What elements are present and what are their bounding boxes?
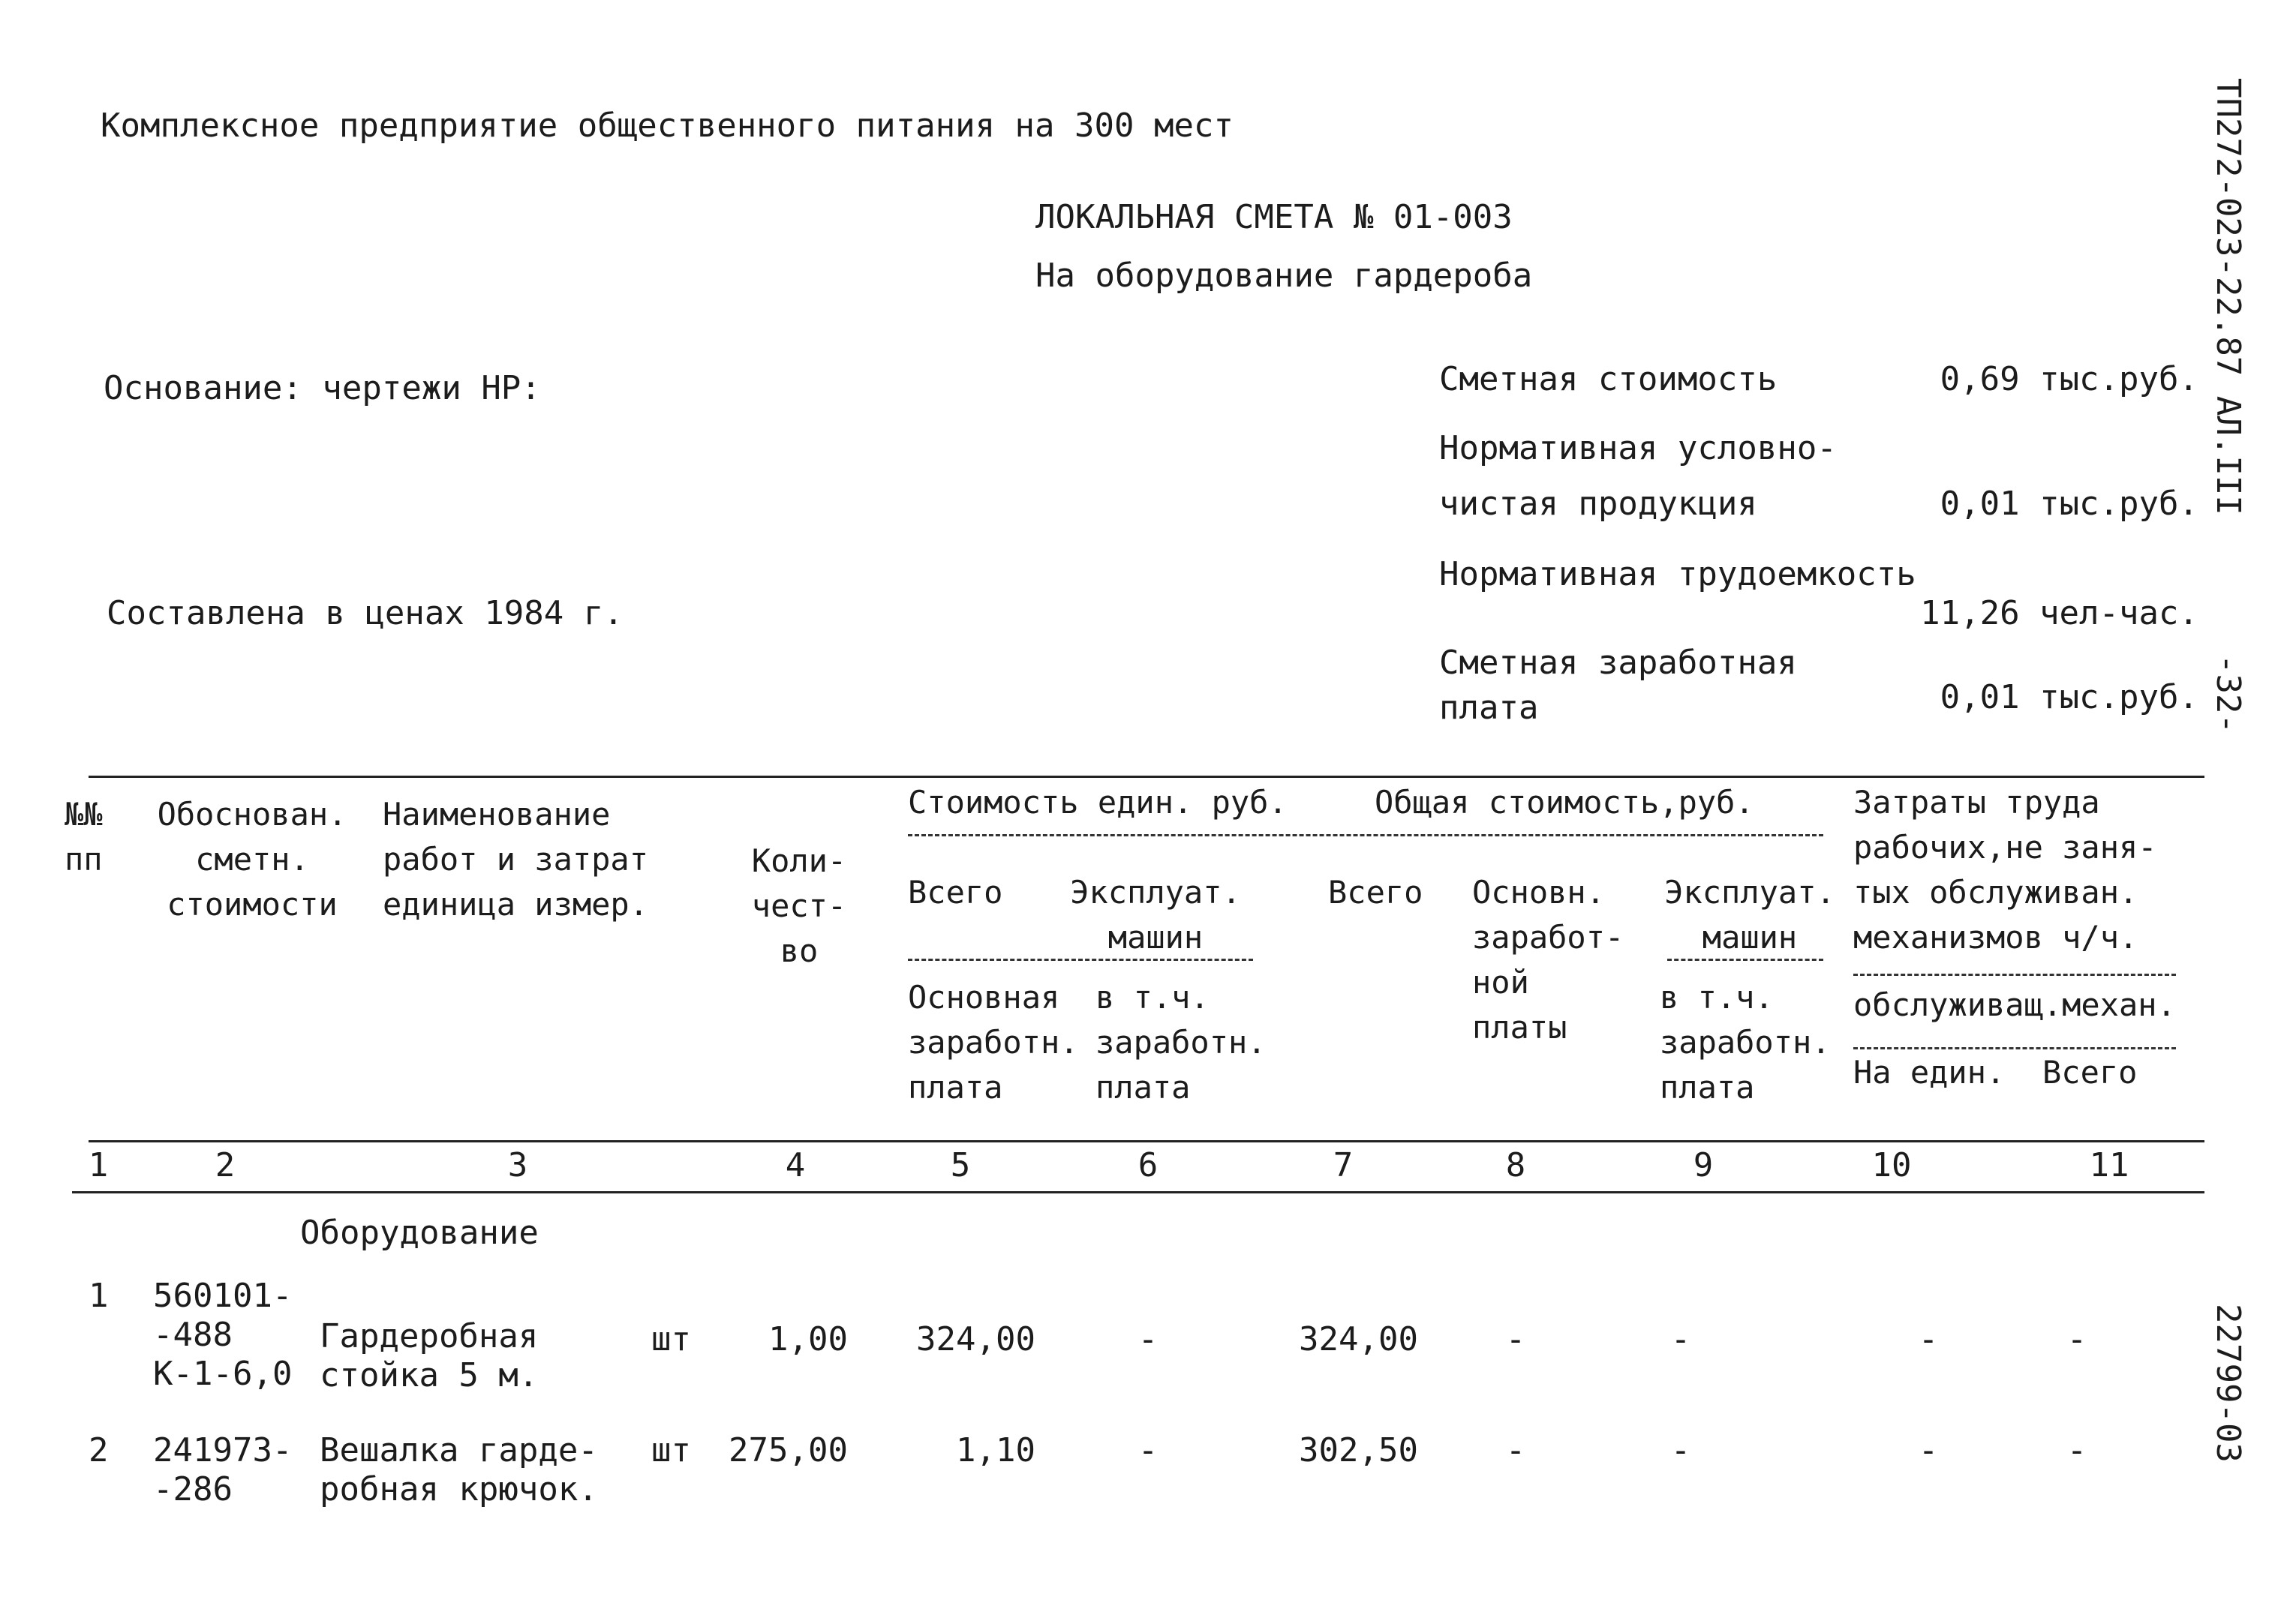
enterprise-name: Комплексное предприятие общественного питания на 300 мест bbox=[101, 107, 1234, 145]
labor-label: Нормативная трудоемкость bbox=[1439, 555, 1916, 593]
row-qty: 275,00 bbox=[729, 1431, 848, 1469]
col-header-name: Наименование работ и затрат единица измер. bbox=[383, 796, 649, 923]
row-machines: - bbox=[1137, 1320, 1159, 1358]
net-value: 0,01 тыс.руб. bbox=[1940, 485, 2198, 523]
total-cost-group-header: Общая стоимость,руб. bbox=[1375, 784, 1754, 821]
document-title: ЛОКАЛЬНАЯ СМЕТА № 01-003 bbox=[1035, 198, 1513, 236]
labor-group-header: Затраты труда рабочих,не заня- тых обслуживан. механизмов ч/ч. bbox=[1853, 784, 2157, 956]
col-header-total-machines: Эксплуат. машин bbox=[1664, 874, 1835, 956]
column-number: 4 bbox=[785, 1146, 806, 1184]
row-num: 1 bbox=[89, 1277, 109, 1315]
net-label-1: Нормативная условно- bbox=[1439, 429, 1837, 467]
row-num: 2 bbox=[89, 1431, 109, 1469]
row-unit-cost: 324,00 bbox=[916, 1320, 1035, 1358]
column-number: 1 bbox=[88, 1146, 109, 1184]
row-unit-cost: 1,10 bbox=[956, 1431, 1035, 1469]
column-number: 11 bbox=[2089, 1146, 2129, 1184]
labor-value: 11,26 чел-час. bbox=[1920, 594, 2198, 632]
row-basis: 560101- -488 К-1-6,0 bbox=[153, 1277, 293, 1393]
column-number: 8 bbox=[1505, 1146, 1526, 1184]
column-number: 5 bbox=[950, 1146, 971, 1184]
row-machines: - bbox=[1137, 1431, 1159, 1469]
col-header-unit-machine-wage: в т.ч. заработн. плата bbox=[1095, 979, 1267, 1106]
row-labor-unit: - bbox=[1918, 1431, 1939, 1469]
column-number: 10 bbox=[1871, 1146, 1912, 1184]
table-header-rule bbox=[89, 1140, 2204, 1142]
col-header-unit-machines: Эксплуат. машин bbox=[1070, 874, 1241, 956]
column-number: 9 bbox=[1693, 1146, 1714, 1184]
col-header-total-all: Всего bbox=[1328, 874, 1423, 911]
row-name: Гардеробная стойка 5 м. bbox=[320, 1317, 539, 1394]
row-basis: 241973- -286 bbox=[153, 1431, 293, 1508]
row-total: 302,50 bbox=[1299, 1431, 1418, 1469]
col-header-total-machine-wage: в т.ч. заработн. плата bbox=[1660, 979, 1831, 1106]
archive-number-stamp: 22799-03 bbox=[2209, 1304, 2247, 1463]
wage-value: 0,01 тыс.руб. bbox=[1940, 678, 2198, 716]
col-header-unit-wage: Основная заработн. плата bbox=[908, 979, 1079, 1106]
labor-dash-1 bbox=[1853, 974, 2176, 976]
row-unit: шт bbox=[651, 1431, 691, 1469]
col-header-num: №№ пп bbox=[65, 796, 103, 878]
row-labor-total: - bbox=[2066, 1431, 2087, 1469]
page-number: -32- bbox=[2209, 654, 2247, 734]
row-qty: 1,00 bbox=[768, 1320, 848, 1358]
net-label-2: чистая продукция bbox=[1439, 485, 1757, 523]
labor-dash-2 bbox=[1853, 1047, 2176, 1049]
row-labor-total: - bbox=[2066, 1320, 2087, 1358]
col-header-labor-total: Всего bbox=[2042, 1054, 2138, 1091]
column-number: 6 bbox=[1137, 1146, 1159, 1184]
row-unit: шт bbox=[651, 1320, 691, 1358]
column-number: 7 bbox=[1333, 1146, 1354, 1184]
row-name: Вешалка гарде- робная крючок. bbox=[320, 1431, 598, 1508]
row-machine-total: - bbox=[1670, 1320, 1691, 1358]
document-code-stamp: ТП272-023-22.87 АЛ.III bbox=[2209, 78, 2247, 515]
row-wage: - bbox=[1505, 1431, 1526, 1469]
row-machine-total: - bbox=[1670, 1431, 1691, 1469]
col-header-unit-total: Всего bbox=[908, 874, 1003, 911]
col-header-basis: Обоснован. сметн. стоимости bbox=[157, 796, 347, 923]
row-wage: - bbox=[1505, 1320, 1526, 1358]
wage-label-2: плата bbox=[1439, 689, 1539, 727]
cost-groups-dash bbox=[908, 834, 1823, 836]
col-header-labor-unit: На един. bbox=[1853, 1054, 2006, 1091]
wage-label-1: Сметная заработная bbox=[1439, 644, 1797, 682]
unit-cost-group-header: Стоимость един. руб. bbox=[908, 784, 1288, 821]
column-numbers-rule bbox=[72, 1191, 2204, 1193]
cost-value: 0,69 тыс.руб. bbox=[1940, 360, 2198, 398]
col-header-labor-sub: обслуживащ.механ. bbox=[1853, 986, 2176, 1023]
row-labor-unit: - bbox=[1918, 1320, 1939, 1358]
section-heading: Оборудование bbox=[300, 1214, 539, 1252]
basis-line: Основание: чертежи НР: bbox=[104, 369, 541, 407]
col-header-total-wage: Основн. заработ- ной платы bbox=[1472, 874, 1624, 1046]
table-top-rule bbox=[89, 776, 2204, 778]
col-header-qty: Коли- чест- во bbox=[751, 842, 847, 969]
column-number: 2 bbox=[215, 1146, 236, 1184]
document-subtitle: На оборудование гардероба bbox=[1035, 257, 1533, 295]
prices-line: Составлена в ценах 1984 г. bbox=[107, 594, 624, 632]
row-total: 324,00 bbox=[1299, 1320, 1418, 1358]
cost-label: Сметная стоимость bbox=[1439, 360, 1778, 398]
column-number: 3 bbox=[507, 1146, 528, 1184]
